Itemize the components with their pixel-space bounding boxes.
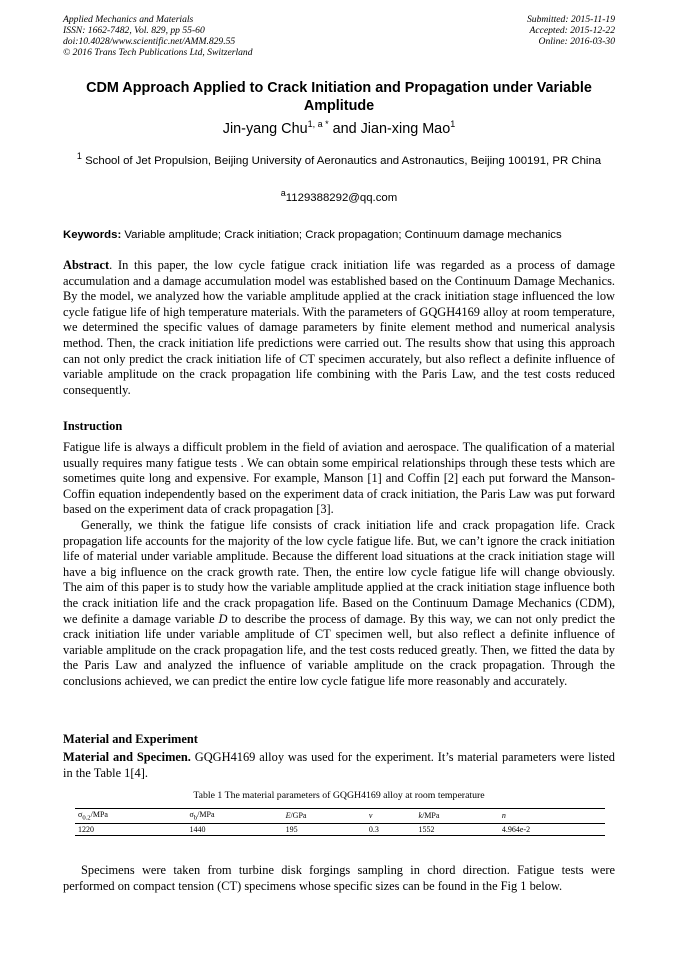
affiliation (63, 150, 615, 172)
keywords-text: Variable amplitude; Crack initiation; Crack propagation; Continuum damage mechanics (121, 229, 562, 241)
email-address: 1129388292@qq.com (285, 192, 398, 204)
abstract (63, 258, 615, 398)
email-superscript: a (280, 188, 286, 199)
table-cell: 195 (285, 824, 298, 834)
keywords-label: Keywords: (63, 229, 122, 241)
table-cell: 4.964e-2 (501, 824, 531, 834)
abstract-text: . In this paper, the low cycle fatigue crack initiation life was regarded as a process of damage accumulation and a damage accumulation model was established based on the Continuum Damage Mechanics. By the model, we analyzed how the variable amplitude applied at the crack initiation stage influenced the low cycle fatigue life of high temperature materials. With the parameters of GQGH4169 alloy at room temperature, we determined the specific values of damage parameters by finite element method and numerical analysis method. Then, the crack initiation life predictions were carried out. The results show that using this approach can not only predict the crack initiation life of CT specimen accurately, but also reflect a definite influence of variable amplitude on the crack propagation life combining with the Paris Law, and the test costs reduced consequently. (63, 258, 615, 397)
author-connector: and (328, 121, 361, 137)
damage-variable: D (218, 611, 228, 626)
journal-name: Applied Mechanics and Materials (63, 14, 194, 25)
table-cell: 0.3 (368, 824, 379, 834)
paragraph-text: GQGH4169 alloy was used for the experiment. It’s material parameters were listed in the Table 1[4]. (63, 750, 615, 780)
copyright-line: © 2016 Trans Tech Publications Ltd, Switzerland (63, 47, 253, 58)
section-heading: Material and Experiment (63, 732, 198, 746)
table-cell: 1440 (189, 824, 206, 834)
paper-title: CDM Approach Applied to Crack Initiation and Propagation under Variable Amplitude (86, 80, 592, 114)
section-heading: Instruction (63, 419, 123, 433)
material-parameters-table (75, 808, 605, 836)
table-cell: 1220 (78, 824, 94, 834)
table-header-row (75, 809, 605, 824)
table-caption: Table 1 The material parameters of GQGH4169 alloy at room temperature (193, 790, 485, 801)
table-row (75, 823, 605, 835)
column-header: k/MPa (418, 811, 440, 821)
body-paragraph: Fatigue life is always a difficult problem in the field of aviation and aerospace. The qualification of a material usually requires many fatigue tests . We can obtain some empirical relationships through these tests which are sometimes quite long and expensive. For example, Manson [1] and Coffin [2] each put forward the Manson-Coffin equation independently based on the experiment data of crack initiation, the Paris Law was put forward based on the experiment data of crack propagation [3]. (63, 440, 615, 517)
author-email (63, 190, 615, 206)
issn-line: ISSN: 1662-7482, Vol. 829, pp 55-60 (63, 25, 205, 36)
abstract-label: Abstract (63, 258, 110, 272)
affiliation-text: School of Jet Propulsion, Beijing University of Aeronautics and Astronautics, Beijing 100191, PR China (81, 155, 602, 167)
accepted-date: Accepted: 2015-12-22 (529, 25, 615, 36)
table-cell: 1552 (418, 824, 435, 834)
doi-line: doi:10.4028/www.scientific.net/AMM.829.55 (63, 36, 236, 47)
column-header: E/GPa (285, 811, 307, 821)
body-paragraph (63, 750, 615, 781)
submitted-date: Submitted: 2015-11-19 (526, 14, 615, 25)
column-header: $\sigma_b$/MPa (189, 810, 215, 822)
author-line (63, 119, 615, 139)
author-name: Jin-yang Chu (222, 121, 308, 137)
column-header: $\sigma_{0.2}$/MPa (78, 810, 108, 822)
online-date: Online: 2016-03-30 (538, 36, 615, 47)
body-paragraph: Specimens were taken from turbine disk forgings sampling in chord direction. Fatigue tests were performed on compact tension (CT) specimens whose specific sizes can be found in the Fig 1 below. (63, 863, 615, 893)
body-paragraph (63, 518, 615, 690)
paragraph-text: to describe the process of damage. By this way, we can not only predict the crack initiation life under variable amplitude of CT specimen well, but also reflect a definite influence of variable amplitude on the crack propagation life, and the test costs reduced greatly. Then, we fitted the data by the Paris Law and analyzed the influence of variable amplitude on the crack propagation. Through the conclusions achieved, we can predict the entire low cycle fatigue life more reasonably and accurately. (63, 611, 615, 688)
affiliation-superscript: 1 (76, 151, 82, 162)
column-header: n (501, 811, 506, 821)
author-name: Jian-xing Mao (360, 121, 451, 137)
author-superscript: 1 (450, 119, 456, 130)
submission-dates (527, 14, 615, 47)
keywords (63, 227, 623, 243)
subsection-label: Material and Specimen. (63, 750, 191, 764)
author-superscript: 1, a * (307, 119, 329, 130)
paragraph-text: Generally, we think the fatigue life consists of crack initiation life and crack propagation life. Crack propagation life accounts for the majority of the low cycle fatigue life. But, we can’t ignore the crack initiation life of material under variable amplitude. Because the different load situations at the crack initiation stage will have a big influence on the crack growth rate. Then, the entire low cycle fatigue life will change obviously. The aim of this paper is to study how the variable amplitude applied at the crack initiation stage influence both the crack initiation life and the crack propagation life. Based on the Continuum Damage Mechanics (CDM), we definite a damage variable (63, 518, 615, 626)
column-header: ν (368, 811, 373, 821)
journal-info (63, 14, 253, 58)
